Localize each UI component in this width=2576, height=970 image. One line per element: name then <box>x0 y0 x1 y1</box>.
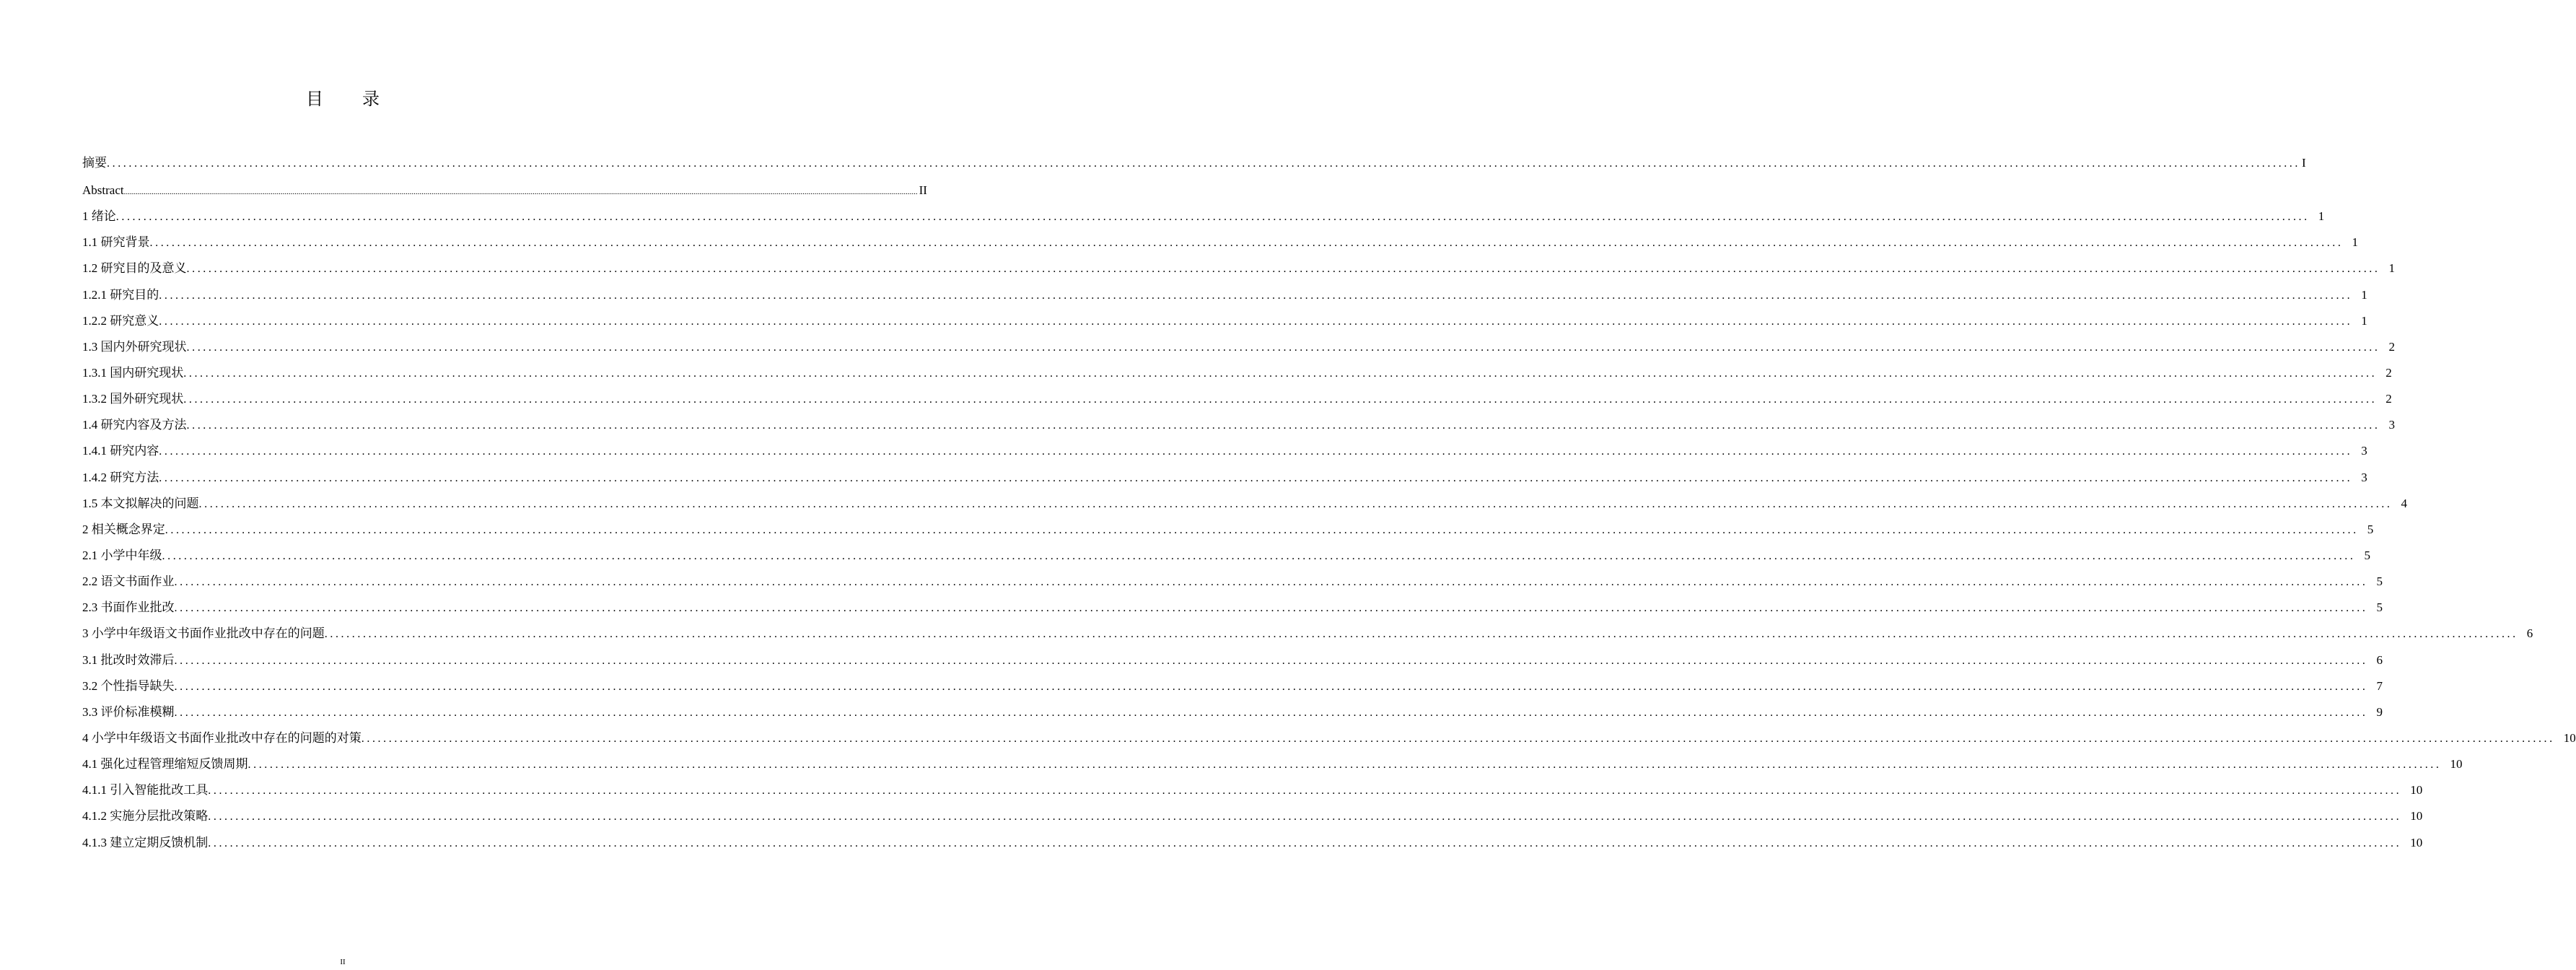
toc-entry-label: 3.2 个性指导缺失 <box>82 678 175 693</box>
toc-entry-label: 4 小学中年级语文书面作业批改中存在的问题的对策 <box>82 730 362 745</box>
toc-entry[interactable] <box>82 725 2576 751</box>
toc-entry-label: 1.3 国内外研究现状 <box>82 339 187 354</box>
toc-leader-dots: ................................................................................................................................................................................................................................................................................................................................................................................................................ <box>247 759 2442 772</box>
toc-leader-dots: ................................................................................................................................................................................................................................................................................................................................................................................................................ <box>159 289 2353 302</box>
toc-entry[interactable] <box>82 491 2407 517</box>
toc-leader-dots: ................................................................................................................................................................................................................................................................................................................................................................................................................ <box>165 523 2359 536</box>
toc-entry-label: 1.2.2 研究意义 <box>82 313 159 328</box>
toc-entry[interactable] <box>82 595 2383 621</box>
toc-entry-page: 10 <box>2410 809 2423 823</box>
toc-entry-label: 1.4.2 研究方法 <box>82 470 159 484</box>
toc-entry-page: 1 <box>2361 287 2367 302</box>
toc-entry-page: 2 <box>2388 339 2395 354</box>
toc-leader-dots: ................................................................................................................................................................................................................................................................................................................................................................................................................ <box>174 576 2368 589</box>
toc-entry-page: 5 <box>2376 574 2383 589</box>
toc-entry[interactable] <box>82 465 2367 491</box>
toc-entry-label: 1.4.1 研究内容 <box>82 444 159 458</box>
toc-entry-label: 2.1 小学中年级 <box>82 548 162 562</box>
toc-entry[interactable] <box>82 647 2383 673</box>
toc-entry-page: 1 <box>2352 235 2358 250</box>
toc-entry-page: 3 <box>2361 470 2367 484</box>
toc-entry-page: 9 <box>2376 704 2383 719</box>
toc-entry[interactable] <box>82 543 2370 569</box>
toc-entry-label: 1.3.1 国内研究现状 <box>82 365 184 380</box>
toc-entry[interactable] <box>82 830 2423 856</box>
toc-leader-dots: ................................................................................................................................................................................................................................................................................................................................................................................................................ <box>174 602 2368 615</box>
toc-entry[interactable] <box>82 230 2358 255</box>
toc-leader-dots: ................................................................................................................................................................................................................................................................................................................................................................................................................ <box>174 706 2368 719</box>
toc-leader-dots: ................................................................................................................................................................................................................................................................................................................................................................................................................ <box>174 654 2368 667</box>
toc-entry[interactable] <box>82 699 2383 725</box>
toc-leader-dots: ................................................................................................................................................................................................................................................................................................................................................................................................................ <box>186 341 2380 354</box>
toc-entry-page: 6 <box>2376 652 2383 667</box>
toc-entry-label: 2.3 书面作业批改 <box>82 600 175 615</box>
toc-entry-label: 3 小学中年级语文书面作业批改中存在的问题 <box>82 626 325 641</box>
table-of-contents <box>82 150 2576 856</box>
toc-entry-page: II <box>919 183 927 197</box>
toc-leader-dots: ................................................................................................................................................................................................................................................................................................................................................................................................................ <box>159 445 2353 458</box>
toc-leader-dots: ................................................................................................................................................................................................................................................................................................................................................................................................................ <box>159 471 2353 484</box>
toc-entry-page: 1 <box>2388 261 2395 276</box>
toc-leader-dots: ................................................................................................................................................................................................................................................................................................................................................................................................................ <box>183 393 2378 406</box>
toc-entry-label: 1.2 研究目的及意义 <box>82 261 187 276</box>
toc-entry[interactable] <box>82 150 2306 178</box>
toc-entry[interactable] <box>82 569 2383 595</box>
toc-leader-dots: ................................................................................................................................................................................................................................................................................................................................................................................................................ <box>115 211 2310 224</box>
toc-entry[interactable] <box>82 386 2392 412</box>
toc-entry[interactable] <box>82 673 2383 699</box>
toc-entry-page: 10 <box>2450 757 2463 772</box>
toc-leader-dots: ................................................................................................................................................................................................................................................................................................................................................................................................................ <box>324 628 2518 641</box>
toc-entry-label: 3.1 批改时效滞后 <box>82 652 175 667</box>
toc-entry-page: 4 <box>2401 496 2407 510</box>
toc-entry-page: 1 <box>2318 209 2325 224</box>
toc-entry-label: 1.5 本文拟解决的问题 <box>82 496 199 510</box>
toc-entry-label: 摘要 <box>82 156 107 170</box>
toc-leader-dots: ................................................................................................................................................................................................................................................................................................................................................................................................................ <box>198 497 2393 510</box>
toc-entry-page: 2 <box>2386 365 2392 380</box>
toc-entry[interactable] <box>82 438 2367 464</box>
toc-entry-page: 10 <box>2563 730 2576 745</box>
toc-entry-page: 10 <box>2410 783 2423 798</box>
toc-entry-page: 10 <box>2410 835 2423 849</box>
toc-entry-label: 4.1.1 引入智能批改工具 <box>82 783 209 798</box>
toc-entry-label: Abstract <box>82 183 124 197</box>
toc-entry-page: 6 <box>2526 626 2533 641</box>
toc-leader-dots: ................................................................................................................................................................................................................................................................................................................................................................................................................ <box>208 810 2402 823</box>
toc-entry-label: 4.1.3 建立定期反馈机制 <box>82 835 209 849</box>
toc-leader-dots: ................................................................................................................................................................................................................................................................................................................................................................................................................ <box>208 785 2402 798</box>
toc-leader-dots: ................................................................................................................................................................................................................................................................................................................................................................................................................ <box>107 157 2300 170</box>
toc-entry[interactable] <box>82 621 2533 647</box>
toc-entry[interactable] <box>82 412 2395 438</box>
toc-entry-page: I <box>2302 156 2306 170</box>
toc-entry-label: 4.1 强化过程管理缩短反馈周期 <box>82 757 248 772</box>
toc-entry-label: 2 相关概念界定 <box>82 522 165 536</box>
toc-entry-page: 7 <box>2376 678 2383 693</box>
page-number: II <box>340 958 346 966</box>
toc-leader-dots: ................................................................................................................................................................................................................................................................................................................................................................................................................ <box>174 680 2368 693</box>
toc-entry[interactable] <box>82 282 2367 308</box>
toc-entry[interactable] <box>82 360 2392 386</box>
toc-entry-label: 2.2 语文书面作业 <box>82 574 175 589</box>
toc-entry-page: 2 <box>2386 392 2392 406</box>
toc-entry-page: 5 <box>2367 522 2374 536</box>
toc-entry[interactable] <box>82 178 927 204</box>
toc-entry[interactable] <box>82 517 2374 543</box>
toc-leader-dots: ................................................................................................................................................................................................................................................................................................................................................................................................................ <box>149 237 2344 250</box>
page-title: 目 录 <box>306 90 397 109</box>
toc-leader-dots: ................................................................................................................................................................................................................................................................................................................................................................................................................ <box>162 549 2356 562</box>
toc-entry-label: 1.1 研究背景 <box>82 235 150 250</box>
toc-leader-dots: ................................................................................................................................................................................................................................................................................................................................................................................................................ <box>208 836 2402 849</box>
toc-leader-dots: ................................................................................................................................................................................................................................................................................................................................................................................................................ <box>183 367 2378 380</box>
toc-entry[interactable] <box>82 255 2395 281</box>
toc-entry-label: 1.3.2 国外研究现状 <box>82 392 184 406</box>
toc-entry[interactable] <box>82 334 2395 360</box>
toc-entry-label: 3.3 评价标准模糊 <box>82 704 175 719</box>
toc-entry-page: 5 <box>2364 548 2370 562</box>
toc-entry[interactable] <box>82 204 2325 230</box>
toc-leader-dots: ................................................................................................................................................................................................................................................................................................................................................................................................................ <box>186 419 2380 432</box>
toc-entry-label: 1 绪论 <box>82 209 116 224</box>
toc-leader-dots: ................................................................................................................................................................................................................................................................................................................................................................................................................ <box>123 188 918 196</box>
toc-entry-page: 3 <box>2361 444 2367 458</box>
toc-entry-page: 5 <box>2376 600 2383 615</box>
toc-entry-label: 4.1.2 实施分层批改策略 <box>82 809 209 823</box>
toc-leader-dots: ................................................................................................................................................................................................................................................................................................................................................................................................................ <box>361 732 2555 745</box>
toc-entry-page: 3 <box>2388 418 2395 432</box>
toc-entry-page: 1 <box>2361 313 2367 328</box>
toc-entry-label: 1.2.1 研究目的 <box>82 287 159 302</box>
toc-entry[interactable] <box>82 777 2423 803</box>
toc-leader-dots: ................................................................................................................................................................................................................................................................................................................................................................................................................ <box>186 263 2380 276</box>
toc-entry[interactable] <box>82 308 2367 334</box>
toc-leader-dots: ................................................................................................................................................................................................................................................................................................................................................................................................................ <box>159 315 2353 328</box>
toc-entry-label: 1.4 研究内容及方法 <box>82 418 187 432</box>
toc-entry[interactable] <box>82 803 2423 829</box>
toc-entry[interactable] <box>82 751 2463 777</box>
